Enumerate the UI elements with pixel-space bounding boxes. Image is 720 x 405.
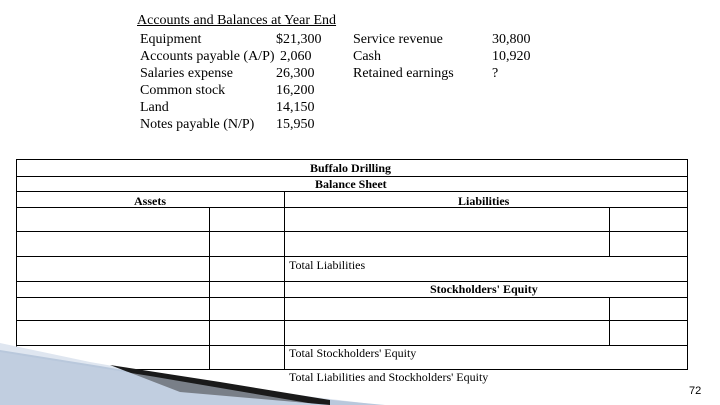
- company-name: Buffalo Drilling: [310, 161, 392, 175]
- decorative-swoosh: [0, 340, 400, 405]
- assets-header: Assets: [134, 194, 166, 208]
- account-value-right-0: 30,800: [492, 32, 531, 47]
- accounts-title: Accounts and Balances at Year End: [137, 13, 337, 28]
- account-value-0: $21,300: [276, 32, 322, 47]
- account-name-right-0: Service revenue: [353, 32, 443, 47]
- account-name-5: Notes payable (N/P): [140, 117, 255, 132]
- account-name-right-2: Retained earnings: [353, 66, 454, 81]
- account-name-2: Salaries expense: [140, 66, 233, 81]
- total-equity-label: Total Stockholders' Equity: [289, 346, 417, 360]
- account-value-2: 26,300: [276, 66, 315, 81]
- account-name-right-1: Cash: [353, 49, 381, 64]
- account-value-1: 2,060: [280, 49, 312, 64]
- total-liab-equity-label: Total Liabilities and Stockholders' Equity: [289, 370, 489, 384]
- slide-number: 72: [689, 385, 702, 397]
- equity-header: Stockholders' Equity: [430, 282, 538, 296]
- account-value-right-1: 10,920: [492, 49, 531, 64]
- account-name-0: Equipment: [140, 32, 202, 47]
- account-value-5: 15,950: [276, 117, 315, 132]
- account-value-right-2: ?: [492, 66, 499, 81]
- total-liabilities-label: Total Liabilities: [289, 258, 366, 272]
- liabilities-header: Liabilities: [458, 194, 510, 208]
- account-name-3: Common stock: [140, 83, 226, 98]
- account-name-4: Land: [140, 100, 169, 115]
- account-name-1: Accounts payable (A/P): [140, 49, 275, 64]
- account-value-3: 16,200: [276, 83, 315, 98]
- statement-title: Balance Sheet: [315, 177, 387, 191]
- account-value-4: 14,150: [276, 100, 315, 115]
